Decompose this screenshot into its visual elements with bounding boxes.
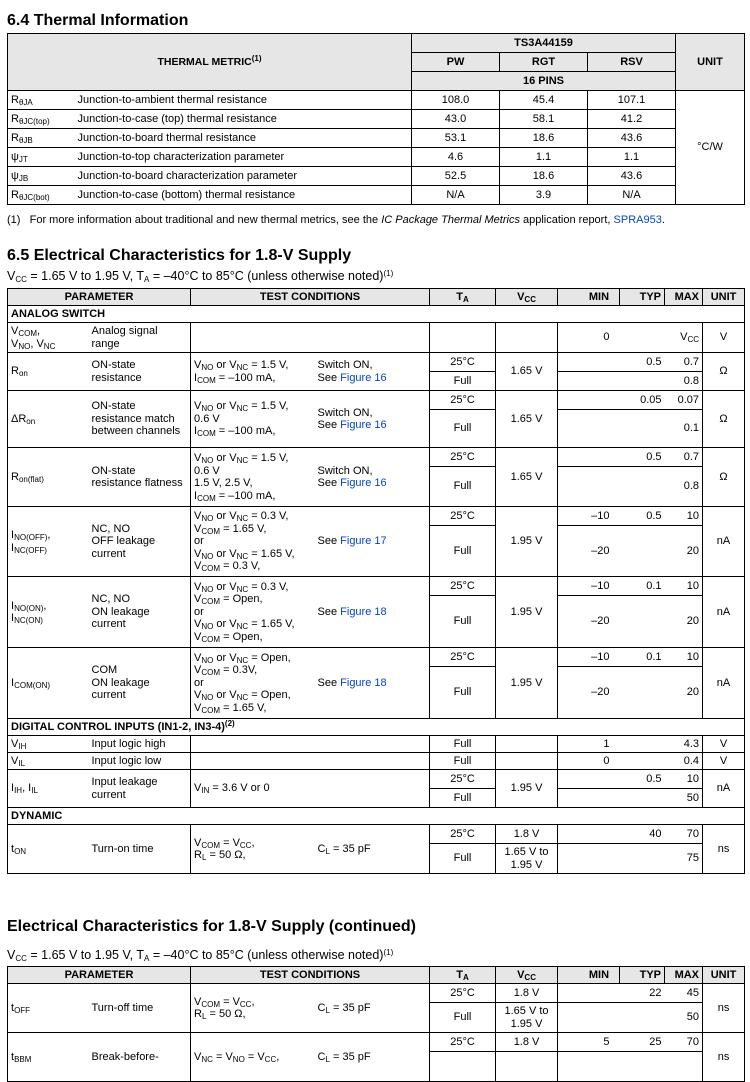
unit-value: nA (703, 507, 745, 577)
min-value: –10 (558, 577, 620, 596)
thermal-desc: Junction-to-case (bottom) thermal resistance (75, 186, 412, 205)
delta-ron-row (8, 391, 745, 410)
figure-link[interactable]: Figure 18 (340, 605, 387, 618)
vcc-value: 1.8 V (496, 1033, 558, 1052)
typ-value: 40 (620, 825, 665, 844)
device-header: TS3A44159 (412, 34, 676, 53)
header-unit: UNIT (703, 967, 745, 984)
thermal-value: 41.2 (588, 110, 676, 129)
thermal-desc: Junction-to-ambient thermal resistance (75, 91, 412, 110)
typ-value (620, 667, 665, 719)
ta-value: 25°C (430, 984, 496, 1003)
vcc-value: 1.8 V (496, 825, 558, 844)
min-value: –20 (558, 596, 620, 648)
test-conditions: $V_{IN} = 3.6$ V or 0 (191, 770, 430, 808)
test-conditions: $V_{NO}$ or $V_{NC} = 1.5$ V, $I_{COM} = -100$ mA, (191, 353, 315, 391)
max-value: 10 (665, 507, 703, 526)
typ-value (620, 753, 665, 770)
unit-value: ns (703, 984, 745, 1033)
thermal-value: 18.6 (500, 167, 588, 186)
param-symbol: $t_{OFF}$ (8, 984, 89, 1033)
unit-value: ns (703, 1033, 745, 1082)
section-label: DIGITAL CONTROL INPUTS (IN1-2, IN3-4)$^{(2)}$ (8, 719, 745, 736)
thermal-symbol: $\psi_{JT}$ (8, 148, 75, 167)
tbbm-row (8, 1033, 745, 1052)
max-value: 0.7 (665, 353, 703, 372)
test-conditions: $V_{NC} = V_{NO} = V_{CC}$, (191, 1033, 315, 1082)
min-value: –20 (558, 667, 620, 719)
vcc-value: 1.95 V (496, 770, 558, 808)
thermal-symbol: $R_{\theta JC(bot)}$ (8, 186, 75, 205)
ta-value: 25°C (430, 448, 496, 467)
ta-value: Full (430, 410, 496, 448)
header-unit: UNIT (703, 289, 745, 306)
param-desc: ON-state resistance (89, 353, 191, 391)
ta-value: 25°C (430, 353, 496, 372)
thermal-value: 18.6 (500, 129, 588, 148)
header-ta: $T_A$ (430, 289, 496, 306)
vcc-value: 1.65 V (496, 353, 558, 391)
test-conditions: $V_{NO}$ or $V_{NC} = 0.3$ V, $V_{COM} = 1.65$ V, or $V_{NO}$ or $V_{NC} = 1.65$ V, $V_{COM} = 0.3$ V, (191, 507, 315, 577)
min-value: –20 (558, 526, 620, 577)
unit-value: Ω (703, 391, 745, 448)
typ-value (620, 1003, 665, 1033)
max-value: 0.4 (665, 753, 703, 770)
typ-value (620, 844, 665, 874)
param-symbol: $V_{IH}$ (8, 736, 89, 753)
unit-value: nA (703, 577, 745, 648)
ta-value: 25°C (430, 577, 496, 596)
thermal-value: 108.0 (412, 91, 500, 110)
typ-value: 0.5 (620, 507, 665, 526)
thermal-value: N/A (588, 186, 676, 205)
vcc-value: 1.95 V (496, 648, 558, 719)
max-value: 0.1 (665, 410, 703, 448)
vcc-value (496, 1052, 558, 1082)
max-value: 10 (665, 577, 703, 596)
ta-value: Full (430, 667, 496, 719)
min-value (558, 844, 620, 874)
min-value (558, 467, 620, 507)
test-conditions-2: $C_L = 35$ pF (315, 984, 430, 1033)
test-conditions: $V_{COM} = V_{CC}$, $R_L = 50$ Ω, (191, 825, 315, 874)
thermal-unit: °C/W (676, 91, 745, 205)
test-conditions (191, 323, 430, 353)
max-value: 10 (665, 770, 703, 789)
max-value (665, 1052, 703, 1082)
max-value: 20 (665, 667, 703, 719)
thermal-value: 1.1 (500, 148, 588, 167)
thermal-value: 4.6 (412, 148, 500, 167)
ino-off-row (8, 507, 745, 526)
typ-value (620, 789, 665, 808)
vcc-value: 1.65 V to 1.95 V (496, 844, 558, 874)
thermal-table (7, 33, 745, 205)
min-value (558, 825, 620, 844)
thermal-metric-header: THERMAL METRIC$^{(1)}$ (8, 34, 412, 91)
typ-value (620, 323, 665, 353)
ta-value: 25°C (430, 770, 496, 789)
typ-value: 0.5 (620, 353, 665, 372)
typ-value: 0.05 (620, 391, 665, 410)
package-pw: PW (412, 53, 500, 72)
electrical-table-continued (7, 966, 745, 1082)
toff-row (8, 984, 745, 1003)
thermal-value: 3.9 (500, 186, 588, 205)
max-value: 0.8 (665, 372, 703, 391)
ta-value: Full (430, 789, 496, 808)
cont-heading: Electrical Characteristics for 1.8-V Supply (continued) (7, 918, 416, 935)
thermal-desc: Junction-to-board characterization parameter (75, 167, 412, 186)
ta-value: Full (430, 1003, 496, 1033)
section-row (8, 306, 745, 323)
vcc-value: 1.65 V (496, 448, 558, 507)
min-value: 1 (558, 736, 620, 753)
elec-heading: 6.5 Electrical Characteristics for 1.8-V Supply (7, 247, 352, 264)
param-symbol: $I_{NO(OFF)}$, $I_{NC(OFF)}$ (8, 507, 89, 577)
thermal-row (8, 129, 745, 148)
param-desc: ON-state resistance flatness (89, 448, 191, 507)
param-desc: Input leakage current (89, 770, 191, 808)
thermal-row (8, 110, 745, 129)
thermal-value: 43.0 (412, 110, 500, 129)
min-value (558, 770, 620, 789)
unit-value: ns (703, 825, 745, 874)
min-value (558, 391, 620, 410)
thermal-row (8, 186, 745, 205)
section-label: ANALOG SWITCH (8, 306, 745, 323)
typ-value: 22 (620, 984, 665, 1003)
thermal-symbol: $R_{\theta JB}$ (8, 129, 75, 148)
header-max: MAX (665, 289, 703, 306)
test-conditions: $V_{NO}$ or $V_{NC} = 1.5$ V, 0.6 V 1.5 V, 2.5 V, $I_{COM} = -100$ mA, (191, 448, 315, 507)
min-value: 5 (558, 1033, 620, 1052)
thermal-symbol: $R_{\theta JA}$ (8, 91, 75, 110)
typ-value: 0.5 (620, 770, 665, 789)
ron-row (8, 353, 745, 372)
unit-value: V (703, 736, 745, 753)
vih-row (8, 736, 745, 753)
icom-on-row (8, 648, 745, 667)
typ-value (620, 467, 665, 507)
header-test-conditions: TEST CONDITIONS (191, 967, 430, 984)
thermal-value: 43.6 (588, 129, 676, 148)
thermal-row (8, 167, 745, 186)
max-value: 10 (665, 648, 703, 667)
thermal-desc: Junction-to-top characterization parameter (75, 148, 412, 167)
figure-link[interactable]: Figure 17 (340, 535, 387, 548)
max-value: 20 (665, 526, 703, 577)
unit-value: Ω (703, 353, 745, 391)
typ-value: 0.5 (620, 448, 665, 467)
header-parameter: PARAMETER (8, 967, 191, 984)
ron-flat-row (8, 448, 745, 467)
section-row (8, 719, 745, 736)
ta-value: Full (430, 596, 496, 648)
unit-value: Ω (703, 448, 745, 507)
test-conditions: $V_{COM} = V_{CC}$, $R_L = 50$ Ω, (191, 984, 315, 1033)
test-conditions (191, 736, 430, 753)
section-label: DYNAMIC (8, 808, 745, 825)
iih-row (8, 770, 745, 789)
unit-value: V (703, 753, 745, 770)
max-value: 50 (665, 1003, 703, 1033)
ta-value: Full (430, 467, 496, 507)
thermal-value: N/A (412, 186, 500, 205)
min-value: 0 (558, 323, 620, 353)
param-desc: NC, NO ON leakage current (89, 577, 191, 648)
vcc-value (496, 736, 558, 753)
figure-link[interactable]: Figure 18 (340, 676, 387, 689)
max-value: 4.3 (665, 736, 703, 753)
param-desc: Input logic high (89, 736, 191, 753)
ta-value: Full (430, 753, 496, 770)
max-value: 45 (665, 984, 703, 1003)
min-value (558, 410, 620, 448)
unit-value: nA (703, 648, 745, 719)
vcom-row (8, 323, 745, 353)
thermal-symbol: $\psi_{JB}$ (8, 167, 75, 186)
header-test-conditions: TEST CONDITIONS (191, 289, 430, 306)
test-conditions-2: Switch ON, See Figure 16 (315, 448, 430, 507)
test-conditions-2: See Figure 18 (315, 577, 430, 648)
header-ta: $T_A$ (430, 967, 496, 984)
param-desc: Input logic low (89, 753, 191, 770)
package-rgt: RGT (500, 53, 588, 72)
min-value: –10 (558, 648, 620, 667)
vcc-value: 1.65 V (496, 391, 558, 448)
param-symbol: $I_{NO(ON)}$, $I_{NC(ON)}$ (8, 577, 89, 648)
vil-row (8, 753, 745, 770)
max-value: 0.7 (665, 448, 703, 467)
ta-value: 25°C (430, 507, 496, 526)
test-conditions-2: $C_L = 35$ pF (315, 825, 430, 874)
test-conditions: $V_{NO}$ or $V_{NC} = 1.5$ V, 0.6 V $I_{COM} = -100$ mA, (191, 391, 315, 448)
package-rsv: RSV (588, 53, 676, 72)
param-symbol: $I_{IH}$, $I_{IL}$ (8, 770, 89, 808)
unit-header: UNIT (676, 34, 745, 91)
param-symbol: $t_{ON}$ (8, 825, 89, 874)
thermal-row (8, 91, 745, 110)
typ-value: 0.1 (620, 577, 665, 596)
max-value: 70 (665, 825, 703, 844)
header-row (8, 967, 745, 984)
header-parameter: PARAMETER (8, 289, 191, 306)
param-symbol: $R_{on(flat)}$ (8, 448, 89, 507)
typ-value: 25 (620, 1033, 665, 1052)
test-conditions: $V_{NO}$ or $V_{NC}$ = Open, $V_{COM} = 0.3V$, or $V_{NO}$ or $V_{NC}$ = Open, $V_{COM} = 1.65$ V, (191, 648, 315, 719)
ta-value: Full (430, 372, 496, 391)
thermal-value: 43.6 (588, 167, 676, 186)
figure-link[interactable]: Figure 16 (340, 419, 387, 431)
param-desc: Turn-off time (89, 984, 191, 1033)
min-value: 0 (558, 753, 620, 770)
header-typ: TYP (620, 967, 665, 984)
max-value: 20 (665, 596, 703, 648)
param-desc: ON-state resistance match between channels (89, 391, 191, 448)
typ-value (620, 736, 665, 753)
header-vcc: $V_{CC}$ (496, 289, 558, 306)
min-value (558, 372, 620, 391)
typ-value (620, 526, 665, 577)
pins-header: 16 PINS (412, 72, 676, 91)
ton-row (8, 825, 745, 844)
test-conditions-2: Switch ON, See Figure 16 (315, 353, 430, 391)
section-row (8, 808, 745, 825)
header-vcc: $V_{CC}$ (496, 967, 558, 984)
unit-value: V (703, 323, 745, 353)
test-conditions-2: $C_L = 35$ pF (315, 1033, 430, 1082)
test-conditions-2: See Figure 17 (315, 507, 430, 577)
vcc-value: 1.95 V (496, 577, 558, 648)
param-desc: COM ON leakage current (89, 648, 191, 719)
elec-conditions: $V_{CC} = 1.65$ V to 1.95 V, $T_A = -40^\circ C$ to 85°C (unless otherwise noted)$^{(1)}$ (7, 269, 394, 284)
ta-value: 25°C (430, 1033, 496, 1052)
param-symbol: $R_{on}$ (8, 353, 89, 391)
electrical-table (7, 288, 745, 874)
thermal-footnote: (1) For more information about traditional and new thermal metrics, see the IC Package Thermal Metrics application report, SPRA953. (7, 214, 665, 226)
param-symbol: $t_{BBM}$ (8, 1033, 89, 1082)
max-value: 50 (665, 789, 703, 808)
param-symbol: $V_{IL}$ (8, 753, 89, 770)
ta-value: Full (430, 844, 496, 874)
figure-link[interactable]: Figure 16 (340, 477, 387, 489)
test-conditions-2: Switch ON, See Figure 16 (315, 391, 430, 448)
cont-conditions: $V_{CC} = 1.65$ V to 1.95 V, $T_A = -40^\circ C$ to 85°C (unless otherwise noted)$^{(1)}$ (7, 948, 394, 963)
min-value: –10 (558, 507, 620, 526)
ta-value (430, 323, 496, 353)
typ-value: 0.1 (620, 648, 665, 667)
header-min: MIN (558, 967, 620, 984)
unit-value: nA (703, 770, 745, 808)
thermal-heading: 6.4 Thermal Information (7, 12, 189, 29)
max-value: 70 (665, 1033, 703, 1052)
param-symbol: $V_{COM}$, $V_{NO}$, $V_{NC}$ (8, 323, 89, 353)
thermal-value: 1.1 (588, 148, 676, 167)
thermal-desc: Junction-to-board thermal resistance (75, 129, 412, 148)
param-desc: Turn-on time (89, 825, 191, 874)
vcc-value: 1.8 V (496, 984, 558, 1003)
test-conditions: $V_{NO}$ or $V_{NC} = 0.3$ V, $V_{COM}$ = Open, or $V_{NO}$ or $V_{NC} = 1.65$ V, $V_{COM}$ = Open, (191, 577, 315, 648)
header-max: MAX (665, 967, 703, 984)
thermal-desc: Junction-to-case (top) thermal resistance (75, 110, 412, 129)
vcc-value (496, 753, 558, 770)
vcc-value (496, 323, 558, 353)
param-desc: Break-before- (89, 1033, 191, 1082)
header-row (8, 289, 745, 306)
param-desc: NC, NO OFF leakage current (89, 507, 191, 577)
ta-value: Full (430, 526, 496, 577)
max-value: $V_{CC}$ (665, 323, 703, 353)
min-value (558, 789, 620, 808)
test-conditions (191, 753, 430, 770)
max-value: 75 (665, 844, 703, 874)
max-value: 0.07 (665, 391, 703, 410)
thermal-value: 52.5 (412, 167, 500, 186)
ino-on-row (8, 577, 745, 596)
param-desc: Analog signal range (89, 323, 191, 353)
max-value: 0.8 (665, 467, 703, 507)
ta-value: 25°C (430, 391, 496, 410)
min-value (558, 448, 620, 467)
test-conditions-2: See Figure 18 (315, 648, 430, 719)
vcc-value: 1.95 V (496, 507, 558, 577)
spra953-link[interactable]: SPRA953 (613, 214, 662, 226)
thermal-value: 58.1 (500, 110, 588, 129)
typ-value (620, 1052, 665, 1082)
thermal-value: 107.1 (588, 91, 676, 110)
vcc-value: 1.65 V to 1.95 V (496, 1003, 558, 1033)
thermal-value: 53.1 (412, 129, 500, 148)
min-value (558, 1003, 620, 1033)
header-typ: TYP (620, 289, 665, 306)
ta-value: 25°C (430, 825, 496, 844)
min-value (558, 984, 620, 1003)
thermal-value: 45.4 (500, 91, 588, 110)
header-min: MIN (558, 289, 620, 306)
ta-value: 25°C (430, 648, 496, 667)
typ-value (620, 596, 665, 648)
ta-value (430, 1052, 496, 1082)
min-value (558, 1052, 620, 1082)
ta-value: Full (430, 736, 496, 753)
param-symbol: $\Delta R_{on}$ (8, 391, 89, 448)
typ-value (620, 372, 665, 391)
typ-value (620, 410, 665, 448)
thermal-symbol: $R_{\theta JC(top)}$ (8, 110, 75, 129)
param-symbol: $I_{COM(ON)}$ (8, 648, 89, 719)
min-value (558, 353, 620, 372)
thermal-row (8, 148, 745, 167)
